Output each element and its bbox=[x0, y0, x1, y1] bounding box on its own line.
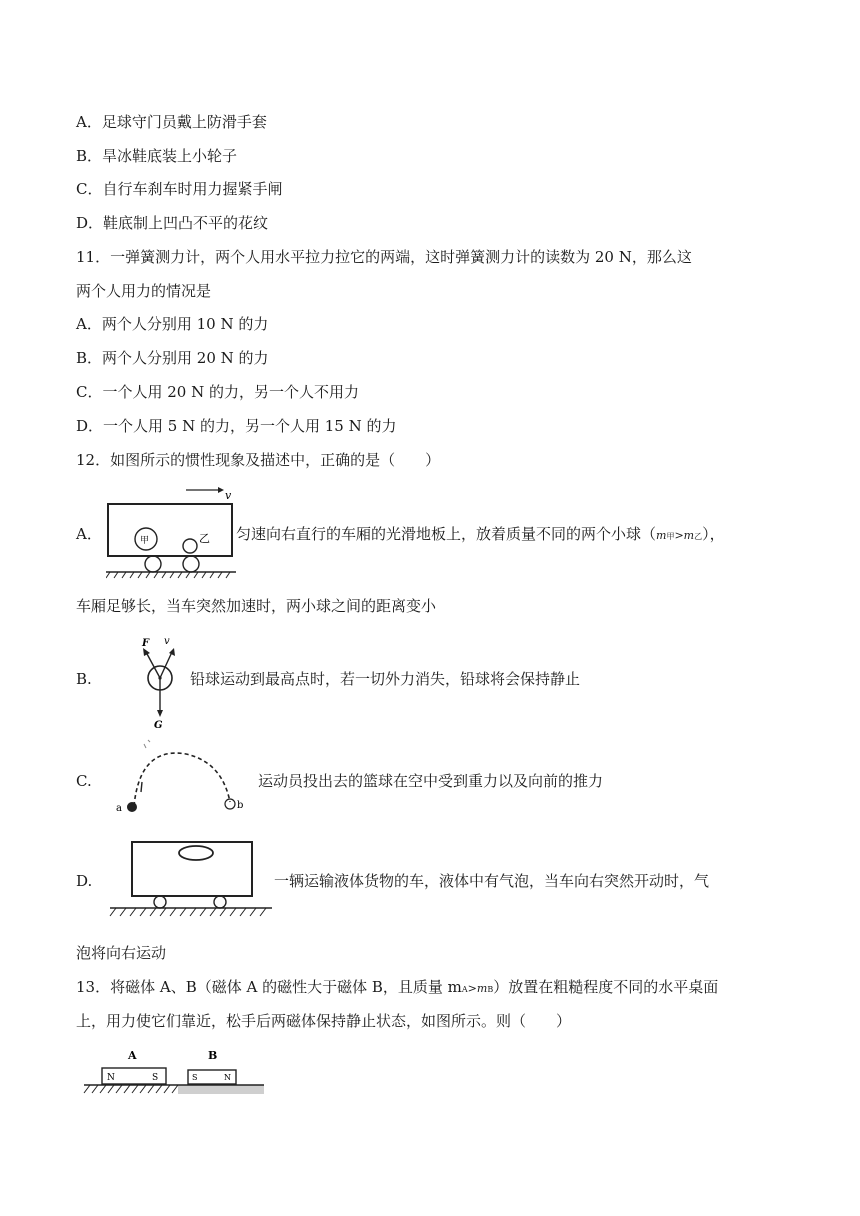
magnet-a-label: A bbox=[128, 1049, 137, 1062]
magnet-a-south: S bbox=[152, 1073, 159, 1083]
magnet-a-north: N bbox=[107, 1073, 115, 1083]
q12-option-a-text-line2: 车厢足够长，当车突然加速时，两小球之间的距离变小 bbox=[76, 597, 437, 615]
velocity-label: v bbox=[225, 489, 232, 502]
shot-put-figure bbox=[138, 632, 188, 730]
point-b-label: b bbox=[237, 800, 244, 811]
q11-stem-line1: 11．一弹簧测力计，两个人用水平拉力拉它的两端，这时弹簧测力计的读数为 20 N，那么这 bbox=[76, 248, 692, 266]
q10-option-b: B．旱冰鞋底装上小轮子 bbox=[76, 147, 238, 165]
basketball-trajectory-figure bbox=[112, 736, 252, 820]
q12-option-c-label: C. bbox=[76, 772, 92, 790]
q11-option-c: C．一个人用 20 N 的力，另一个人不用力 bbox=[76, 383, 359, 401]
q11-option-b: B．两个人分别用 20 N 的力 bbox=[76, 349, 269, 367]
ball-yi-label: 乙 bbox=[199, 532, 210, 545]
magnet-b-label: B bbox=[208, 1049, 218, 1062]
q12-option-c-text: 运动员投出去的篮球在空中受到重力以及向前的推力 bbox=[258, 772, 604, 790]
velocity-v-label: v bbox=[164, 636, 170, 647]
gravity-g-label: G bbox=[154, 720, 163, 730]
q10-option-a: A．足球守门员戴上防滑手套 bbox=[76, 113, 267, 131]
q13-stem-line1: 13．将磁体 A、B（磁体 A 的磁性大于磁体 B，且质量 mA>mB）放置在粗糙程度不同的水平桌面 bbox=[76, 978, 719, 996]
q12-stem: 12．如图所示的惯性现象及描述中，正确的是（ ） bbox=[76, 451, 441, 469]
q12-option-a-text: 匀速向右直行的车厢的光滑地板上，放着质量不同的两个小球（m甲>m乙）， bbox=[236, 525, 725, 543]
train-car-figure bbox=[106, 482, 236, 580]
q12-option-b-text: 铅球运动到最高点时，若一切外力消失，铅球将会保持静止 bbox=[190, 670, 581, 688]
ball-jia-label: 甲 bbox=[140, 536, 150, 546]
q11-stem-line2: 两个人用力的情况是 bbox=[76, 282, 212, 300]
q12-option-d-text-line2: 泡将向右运动 bbox=[76, 944, 167, 962]
q12-option-b-label: B. bbox=[76, 670, 92, 688]
q12-option-d-text: 一辆运输液体货物的车，液体中有气泡，当车向右突然开动时，气 bbox=[274, 872, 710, 890]
magnet-b-north: N bbox=[224, 1073, 231, 1082]
q11-option-d: D．一个人用 5 N 的力，另一个人用 15 N 的力 bbox=[76, 417, 397, 435]
q12-option-d-label: D. bbox=[76, 872, 93, 890]
magnet-b-south: S bbox=[192, 1073, 198, 1082]
point-a-label: a bbox=[116, 803, 122, 814]
q10-option-c: C．自行车刹车时用力握紧手闸 bbox=[76, 180, 283, 198]
q11-option-a: A．两个人分别用 10 N 的力 bbox=[76, 315, 269, 333]
q12-option-a-label: A． bbox=[76, 525, 102, 543]
q13-stem-line2: 上，用力使它们靠近，松手后两磁体保持静止状态，如图所示。则（ ） bbox=[76, 1012, 572, 1030]
magnets-figure bbox=[82, 1046, 268, 1102]
force-f-label: F bbox=[142, 638, 150, 649]
q10-option-d: D．鞋底制上凹凸不平的花纹 bbox=[76, 214, 269, 232]
liquid-truck-figure bbox=[106, 838, 276, 922]
